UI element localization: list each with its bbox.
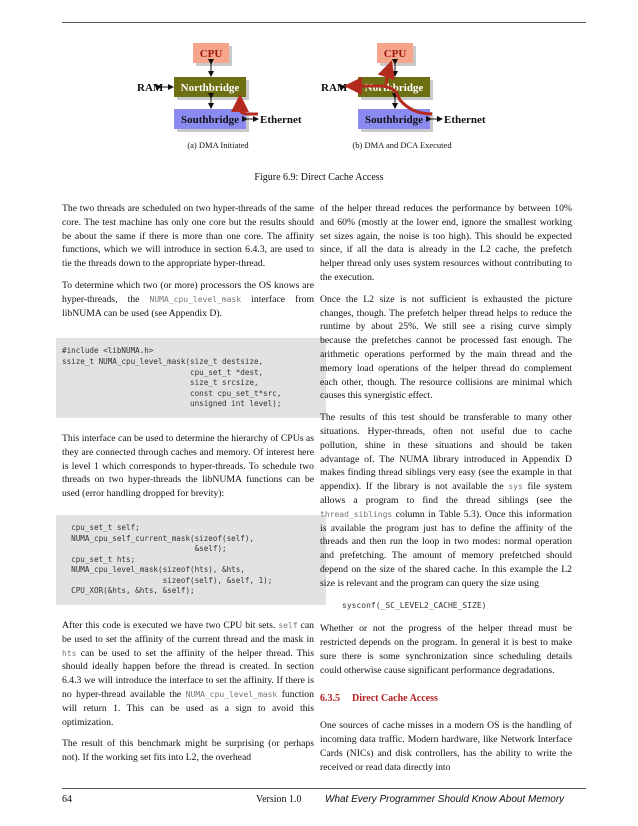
section-heading: 6.3.5 Direct Cache Access [320, 692, 438, 704]
cpu-label-b: CPU [383, 48, 407, 60]
northbridge-label-b: Northbridge [364, 82, 424, 94]
code-block: cpu_set_t self; NUMA_cpu_self_current_mask(sizeof(self), &self); cpu_set_t hts; NUMA_cpu_level_mask(sizeof(hts), &hts, sizeof(self), &self, 1); CPU_XOR(&hts, &hts, &self); [56, 515, 326, 605]
inline-code: thread_siblings [320, 509, 393, 519]
paragraph: The results of this test should be transferable to many other situations. Hyper-threads, often not useful due to cache pollution, shine in these situations and should be taken advantage of. The NUMA library introduced in Appendix D makes finding thread siblings very easy (see the example in that appendix). If the library is not available the sys file system allows a program to find the thread siblings (see the thread_siblings column in Table 5.3). Once this information is available the program just has to define the affinity of the threads and then run the loop in two modes: normal operation and prefetching. The amount of memory prefetched should depend on the size of the shared cache. In this example the L2 size is relevant and the program can query the size using [320, 412, 572, 589]
left-column [62, 202, 314, 773]
inline-code: sys [508, 482, 523, 492]
book-title: What Every Programmer Should Know About Memory [325, 794, 565, 805]
paragraph: One sources of cache misses in a modern OS is the handling of incoming data traffic. Modern hardware, like Network Interface Cards (NICs) and disk controllers, has the ability to write the received or read data directly into [320, 720, 572, 773]
right-column [320, 202, 572, 782]
figure-caption: Figure 6.9: Direct Cache Access [254, 172, 384, 183]
paragraph: This interface can be used to determine the hierarchy of CPUs as they are connected through caches and memory. Of interest here is level 1 which corresponds to hyper-threads. To schedule two threads on two hyper-threads the libNUMA functions can be used (error handling dropped for brevity): [62, 432, 314, 500]
bottom-rule [62, 788, 586, 789]
inline-code: self [278, 621, 298, 631]
panel-b [321, 43, 486, 150]
ethernet-label-a: Ethernet [260, 114, 302, 126]
page-number: 64 [62, 794, 72, 805]
paragraph: Whether or not the progress of the helper thread must be restricted depends on the program. In general it is best to make sure there is some synchronization since scheduling details could otherwise cause significant performance degradations. [320, 623, 572, 676]
code-block: #include <libNUMA.h> ssize_t NUMA_cpu_level_mask(size_t destsize, cpu_set_t *dest, size_t srcsize, const cpu_set_t*src, unsigned int level); [56, 338, 326, 418]
inline-code: hts [62, 648, 77, 658]
sysconf-code: sysconf(_SC_LEVEL2_CACHE_SIZE) [342, 600, 487, 610]
paragraph: The result of this benchmark might be surprising (or perhaps not). If the working set fits into L2, the overhead [62, 738, 314, 764]
subcaption-b: (b) DMA and DCA Executed [352, 140, 452, 150]
paragraph: of the helper thread reduces the performance by between 10% and 60% (mostly at the lower end, ignore the smallest working set sizes again, the noise is too high). This should be expected since, if all the data is already in the L2 cache, the prefetch helper thread only uses system resources without contributing to the execution. [320, 203, 572, 283]
paragraph: Once the L2 size is not sufficient is exhausted the picture changes, though. The prefetch helper thread helps to reduce the runtime by about 25%. We still see a rising curve simply because the prefetches cannot be processed fast enough. The arithmetic operations performed by the main thread and the memory load operations of the helper thread do complement each other, though. The resource collisions are minimal which causes this synergistic effect. [320, 293, 572, 402]
figure-dma [0, 0, 638, 170]
subcaption-a: (a) DMA Initiated [187, 140, 249, 150]
paragraph: The two threads are scheduled on two hyper-threads of the same core. The test machine has only one core but the results should be about the same if there is more than one core. The affinity functions, which we will introduce in section 6.4.3, are used to tie the threads down to the appropriate hyper-thread. [62, 203, 314, 270]
ram-label-b: RAM [321, 82, 348, 94]
ethernet-label-b: Ethernet [444, 114, 486, 126]
version-label: Version 1.0 [256, 794, 302, 805]
dma-arrow-a [240, 100, 258, 114]
inline-code: NUMA_cpu_level_mask [149, 294, 242, 304]
southbridge-label-b: Southbridge [364, 114, 424, 126]
inline-code: NUMA_cpu_level_mask [185, 690, 278, 700]
paragraph: To determine which two (or more) processors the OS knows are hyper-threads, the NUMA_cpu_level_mask interface from libNUMA can be used (see Appendix D). [62, 279, 314, 319]
ram-label-a: RAM [137, 82, 164, 94]
cpu-label-a: CPU [199, 48, 223, 60]
northbridge-label-a: Northbridge [180, 82, 240, 94]
paragraph: After this code is executed we have two CPU bit sets. self can be used to set the affinity of the current thread and the mask in hts can be used to set the affinity of the helper thread. This should ideally happen before the thread is created. In section 6.4.3 we will introduce the interface to set the affinity. If there is no hyper-thread available the NUMA_cpu_level_mask function will return 1. This can be used as a sign to avoid this optimization. [62, 620, 314, 728]
southbridge-label-a: Southbridge [180, 114, 240, 126]
panel-a [137, 43, 302, 150]
